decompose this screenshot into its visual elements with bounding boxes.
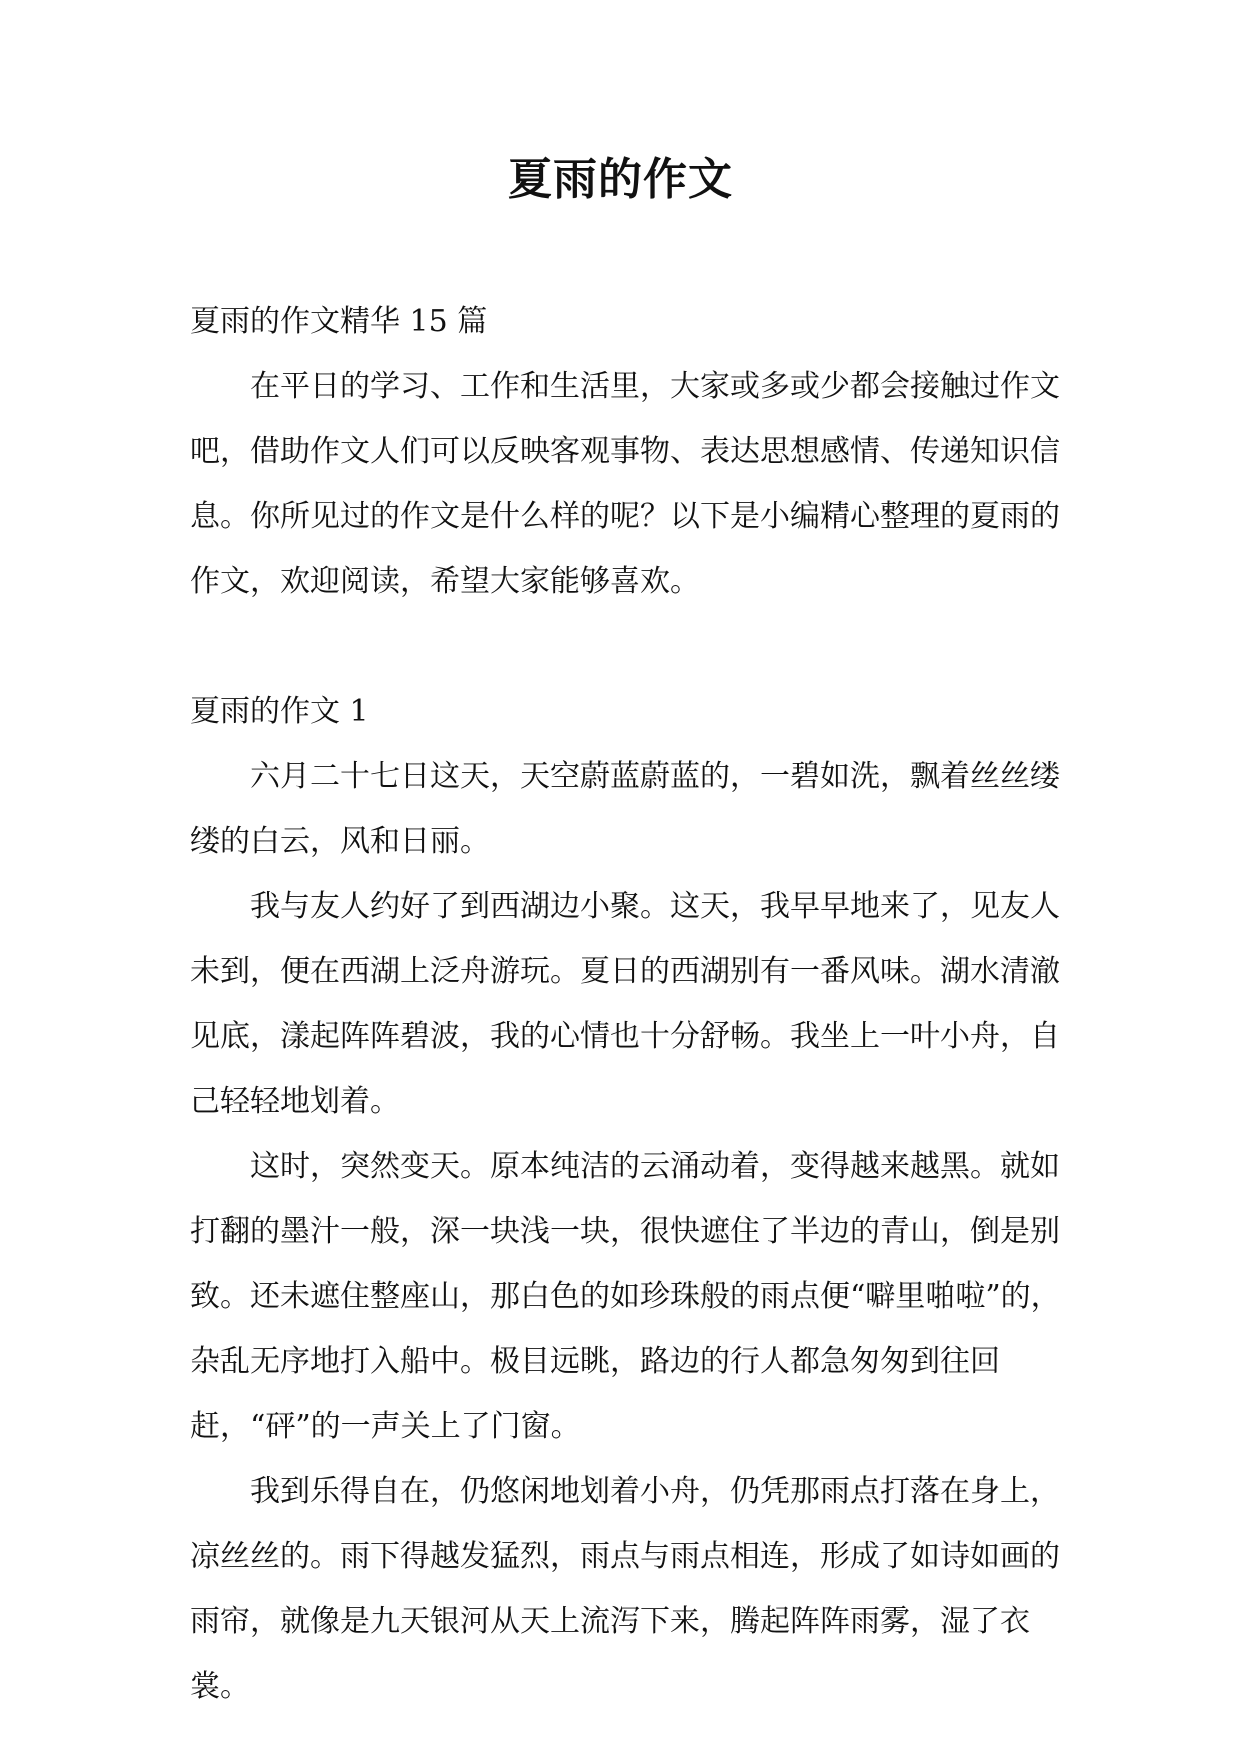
essay-heading: 夏雨的作文 1 — [190, 694, 369, 729]
document-title: 夏雨的作文 — [508, 154, 733, 205]
document-body — [190, 289, 1070, 1719]
essay-paragraph: 这时，突然变天。原本纯洁的云涌动着，变得越来越黑。就如打翻的墨汁一般，深一块浅一块，很快遮住了半边的青山，倒是别致。还未遮住整座山，那白色的如珍珠般的雨点便“噼里啪啦”的，杂乱无序地打入船中。极目远眺，路边的行人都急匆匆到往回赶，“砰”的一声关上了门窗。 — [190, 1149, 1061, 1444]
essay-paragraph: 六月二十七日这天，天空蔚蓝蔚蓝的，一碧如洗，飘着丝丝缕缕的白云，风和日丽。 — [190, 759, 1060, 859]
intro-paragraph: 在平日的学习、工作和生活里，大家或多或少都会接触过作文吧，借助作文人们可以反映客观事物、表达思想感情、传递知识信息。你所见过的作文是什么样的呢？以下是小编精心整理的夏雨的作文，欢迎阅读，希望大家能够喜欢。 — [190, 369, 1060, 599]
subtitle: 夏雨的作文精华 15 篇 — [190, 304, 488, 339]
essay-paragraph: 我到乐得自在，仍悠闲地划着小舟，仍凭那雨点打落在身上，凉丝丝的。雨下得越发猛烈，雨点与雨点相连，形成了如诗如画的雨帘，就像是九天银河从天上流泻下来，腾起阵阵雨雾，湿了衣裳。 — [190, 1474, 1060, 1704]
section-gap — [190, 614, 1070, 679]
essay-paragraph: 我与友人约好了到西湖边小聚。这天，我早早地来了，见友人未到，便在西湖上泛舟游玩。夏日的西湖别有一番风味。湖水清澈见底，漾起阵阵碧波，我的心情也十分舒畅。我坐上一叶小舟，自己轻轻地划着。 — [190, 889, 1060, 1119]
